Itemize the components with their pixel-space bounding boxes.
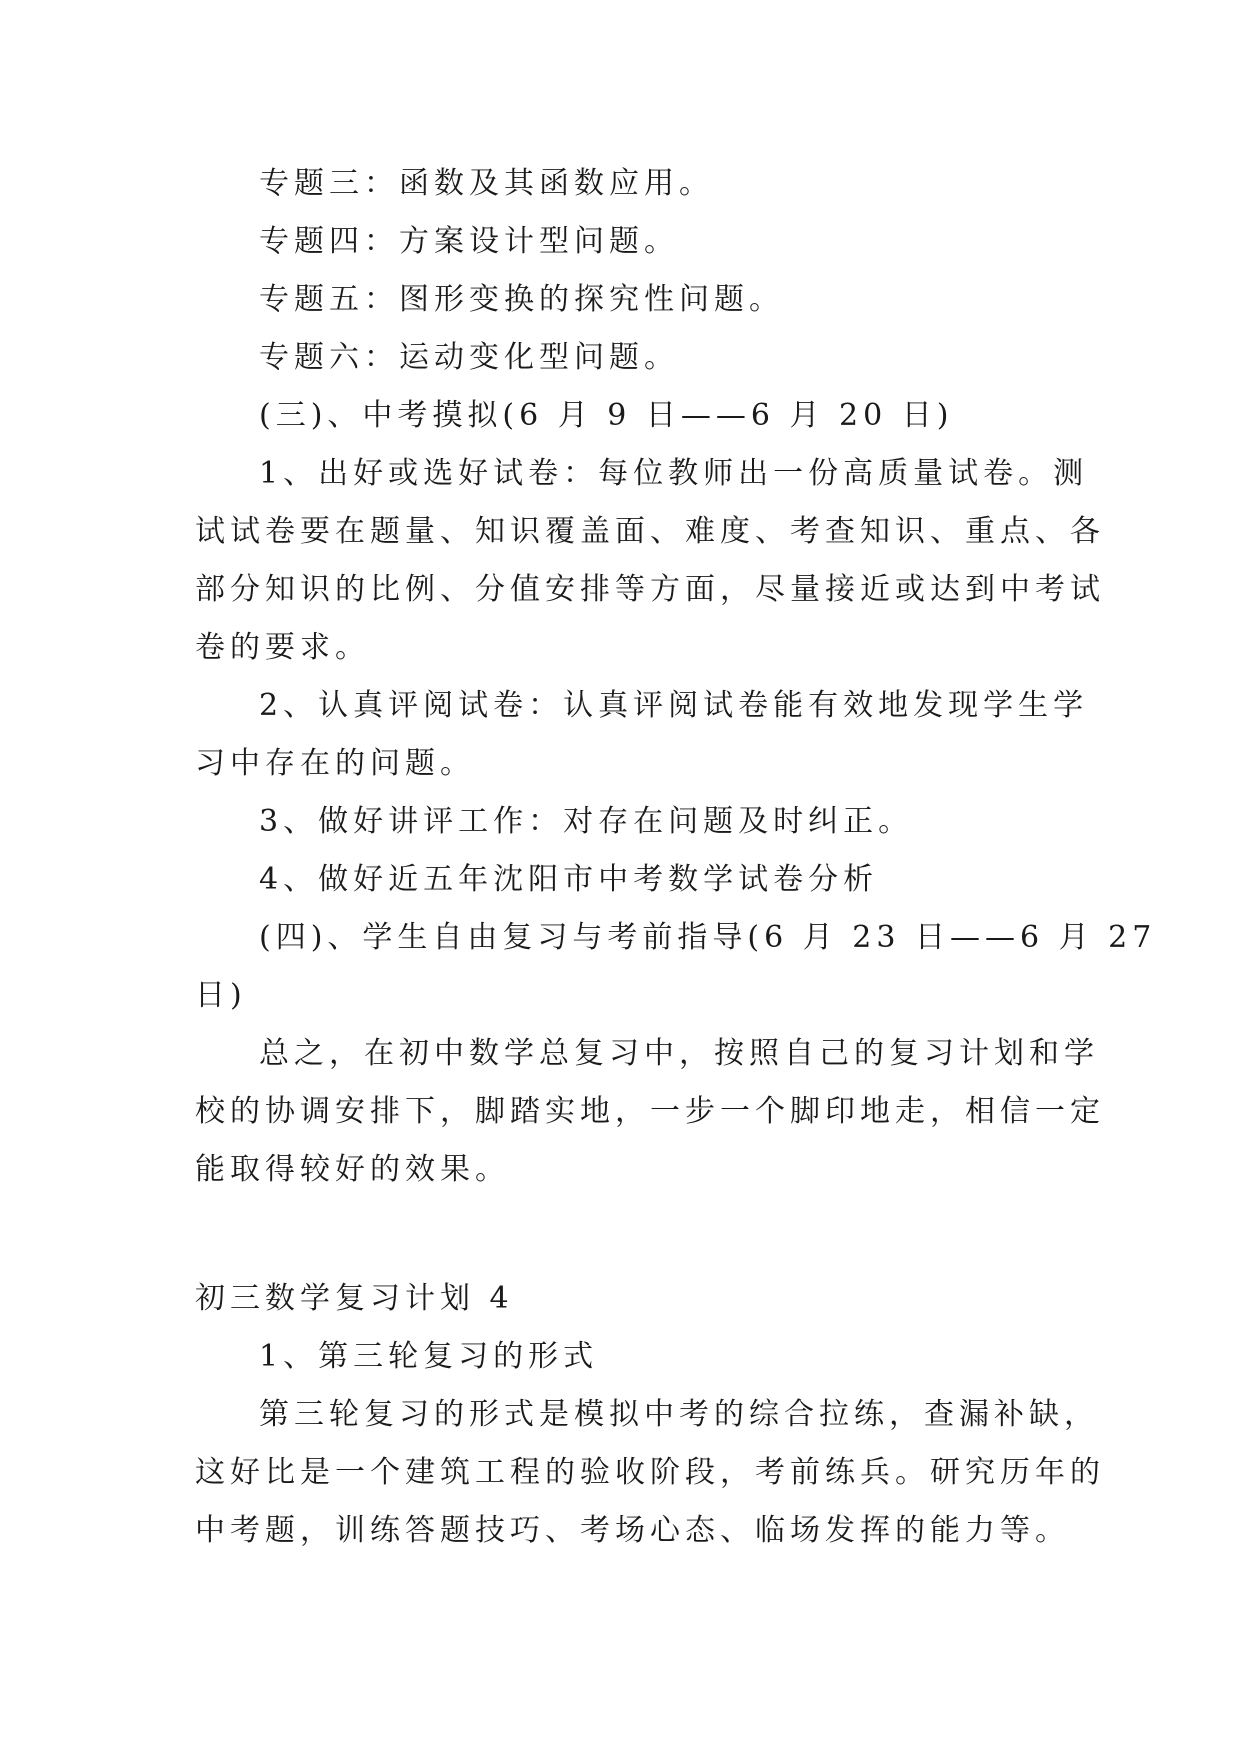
section-b-text (195, 1270, 1105, 1560)
topic-3-line: 专题三：函数及其函数应用。 (259, 166, 714, 201)
paragraph-line: 第三轮复习的形式是模拟中考的综合拉练，查漏补缺， (259, 1397, 1099, 1432)
summary-line: 能取得较好的效果。 (195, 1152, 510, 1187)
section-a-text (195, 155, 1157, 1199)
paragraph-line: 日) (195, 978, 247, 1013)
paragraph-line: 习中存在的问题。 (195, 746, 475, 781)
paragraph-line: 2、认真评阅试卷：认真评阅试卷能有效地发现学生学 (259, 688, 1089, 723)
summary-line: 校的协调安排下，脚踏实地，一步一个脚印地走，相信一定 (195, 1094, 1105, 1129)
mock-exam-heading: (三)、中考摸拟(6 月 9 日——6 月 20 日) (259, 398, 954, 433)
paragraph-line: 3、做好讲评工作：对存在问题及时纠正。 (259, 804, 914, 839)
paragraph-line: 试试卷要在题量、知识覆盖面、难度、考查知识、重点、各 (195, 514, 1105, 549)
topic-5-line: 专题五：图形变换的探究性问题。 (259, 282, 784, 317)
paragraph-line: 这好比是一个建筑工程的验收阶段，考前练兵。研究历年的 (195, 1455, 1105, 1490)
subheading-line: 1、第三轮复习的形式 (259, 1339, 599, 1374)
topic-4-line: 专题四：方案设计型问题。 (259, 224, 679, 259)
topic-6-line: 专题六：运动变化型问题。 (259, 340, 679, 375)
self-review-heading: (四)、学生自由复习与考前指导(6 月 23 日——6 月 27 (259, 920, 1157, 955)
summary-line: 总之，在初中数学总复习中，按照自己的复习计划和学 (259, 1036, 1099, 1071)
paragraph-line: 卷的要求。 (195, 630, 370, 665)
paragraph-line: 部分知识的比例、分值安排等方面，尽量接近或达到中考试 (195, 572, 1105, 607)
paragraph-line: 中考题，训练答题技巧、考场心态、临场发挥的能力等。 (195, 1513, 1070, 1548)
section-heading: 初三数学复习计划 4 (195, 1281, 514, 1316)
paragraph-line: 1、出好或选好试卷：每位教师出一份高质量试卷。测 (259, 456, 1089, 491)
paragraph-line: 4、做好近五年沈阳市中考数学试卷分析 (259, 862, 879, 897)
